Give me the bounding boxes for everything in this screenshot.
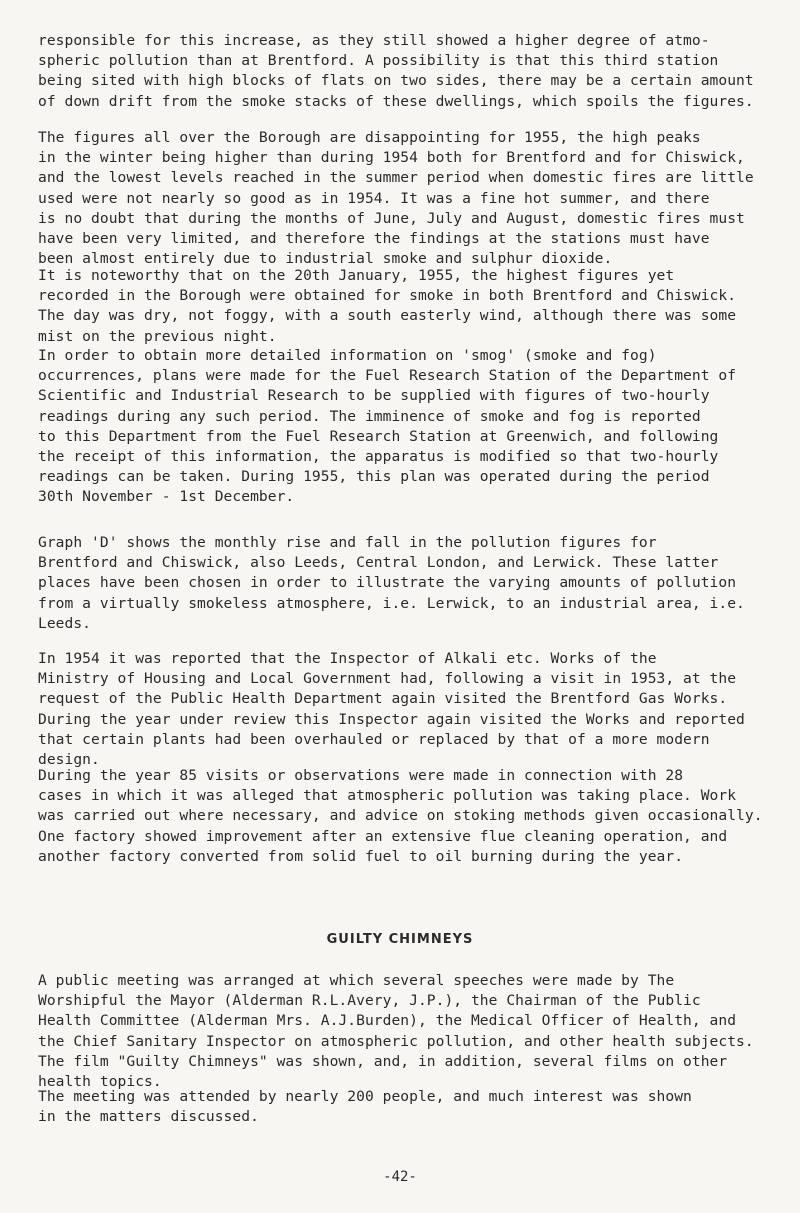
paragraph-smog-readings: In order to obtain more detailed information on 'smog' (smoke and fog) occurrences, plans were made for the Fuel Research Station of the Department of Scientific and Industrial Research to be supplied with figures of two-hourly readings during any such period. The imminence of smoke and fog is reported to this Department from the Fuel Research Station at Greenwich, and following the receipt of this information, the apparatus is modified so that two-hourly readings can be taken. During 1955, this plan was operated during the period 30th November - 1st December. — [38, 347, 737, 506]
paragraph-pollution-increase: responsible for this increase, as they still showed a higher degree of atmo- spheric pollution than at Brentford. A possibility is that this third station being sited with high blocks of flats on two sides, there may be a certain amount of down drift from the smoke stacks of these dwellings, which spoils the figures. — [38, 32, 754, 110]
paragraph-borough-figures: The figures all over the Borough are disappointing for 1955, the high peaks in the winter being higher than during 1954 both for Brentford and for Chiswick, and the lowest levels reached in the summer period when domestic fires are little used were not nearly so good as in 1954. It was a fine hot summer, and there is no doubt that during the months of June, July and August, domestic fires must have been very limited, and therefore the findings at the stations must have been almost entirely due to industrial smoke and sulphur dioxide. — [38, 129, 754, 268]
paragraph-january-record: It is noteworthy that on the 20th January, 1955, the highest figures yet recorded in the Borough were obtained for smoke in both Brentford and Chiswick. The day was dry, not foggy, with a south easterly wind, although there was some mist on the previous night. — [38, 267, 737, 345]
paragraph-meeting-attendance: The meeting was attended by nearly 200 people, and much interest was shown in the matters discussed. — [38, 1088, 692, 1126]
page-number: -42- — [383, 1169, 417, 1185]
paragraph-alkali-inspector: In 1954 it was reported that the Inspector of Alkali etc. Works of the Ministry of Housing and Local Government had, following a visit in 1953, at the request of the Public Health Department again visited the Brentford Gas Works. During the year under review this Inspector again visited the Works and reported that certain plants had been overhauled or replaced by that of a more modern design. — [38, 650, 745, 769]
paragraph-visits: During the year 85 visits or observations were made in connection with 28 cases in which it was alleged that atmospheric pollution was taking place. Work was carried out where necessary, and advice on stoking methods given occasionally. One factory showed improvement after an extensive flue cleaning operation, and another factory converted from solid fuel to oil burning during the year. — [38, 767, 763, 865]
paragraph-public-meeting: A public meeting was arranged at which several speeches were made by The Worshipful the Mayor (Alderman R.L.Avery, J.P.), the Chairman of the Public Health Committee (Alderman Mrs. A.J.Burden), the Medical Officer of Health, and the Chief Sanitary Inspector on atmospheric pollution, and other health subjects. The film "Guilty Chimneys" was shown, and, in addition, several films on other health topics. — [38, 972, 754, 1091]
section-heading: GUILTY CHIMNEYS — [326, 932, 474, 947]
paragraph-graph-d: Graph 'D' shows the monthly rise and fall in the pollution figures for Brentford and Chiswick, also Leeds, Central London, and Lerwick. These latter places have been chosen in order to illustrate the varying amounts of pollution from a virtually smokeless atmosphere, i.e. Lerwick, to an industrial area, i.e. Leeds. — [38, 534, 745, 632]
